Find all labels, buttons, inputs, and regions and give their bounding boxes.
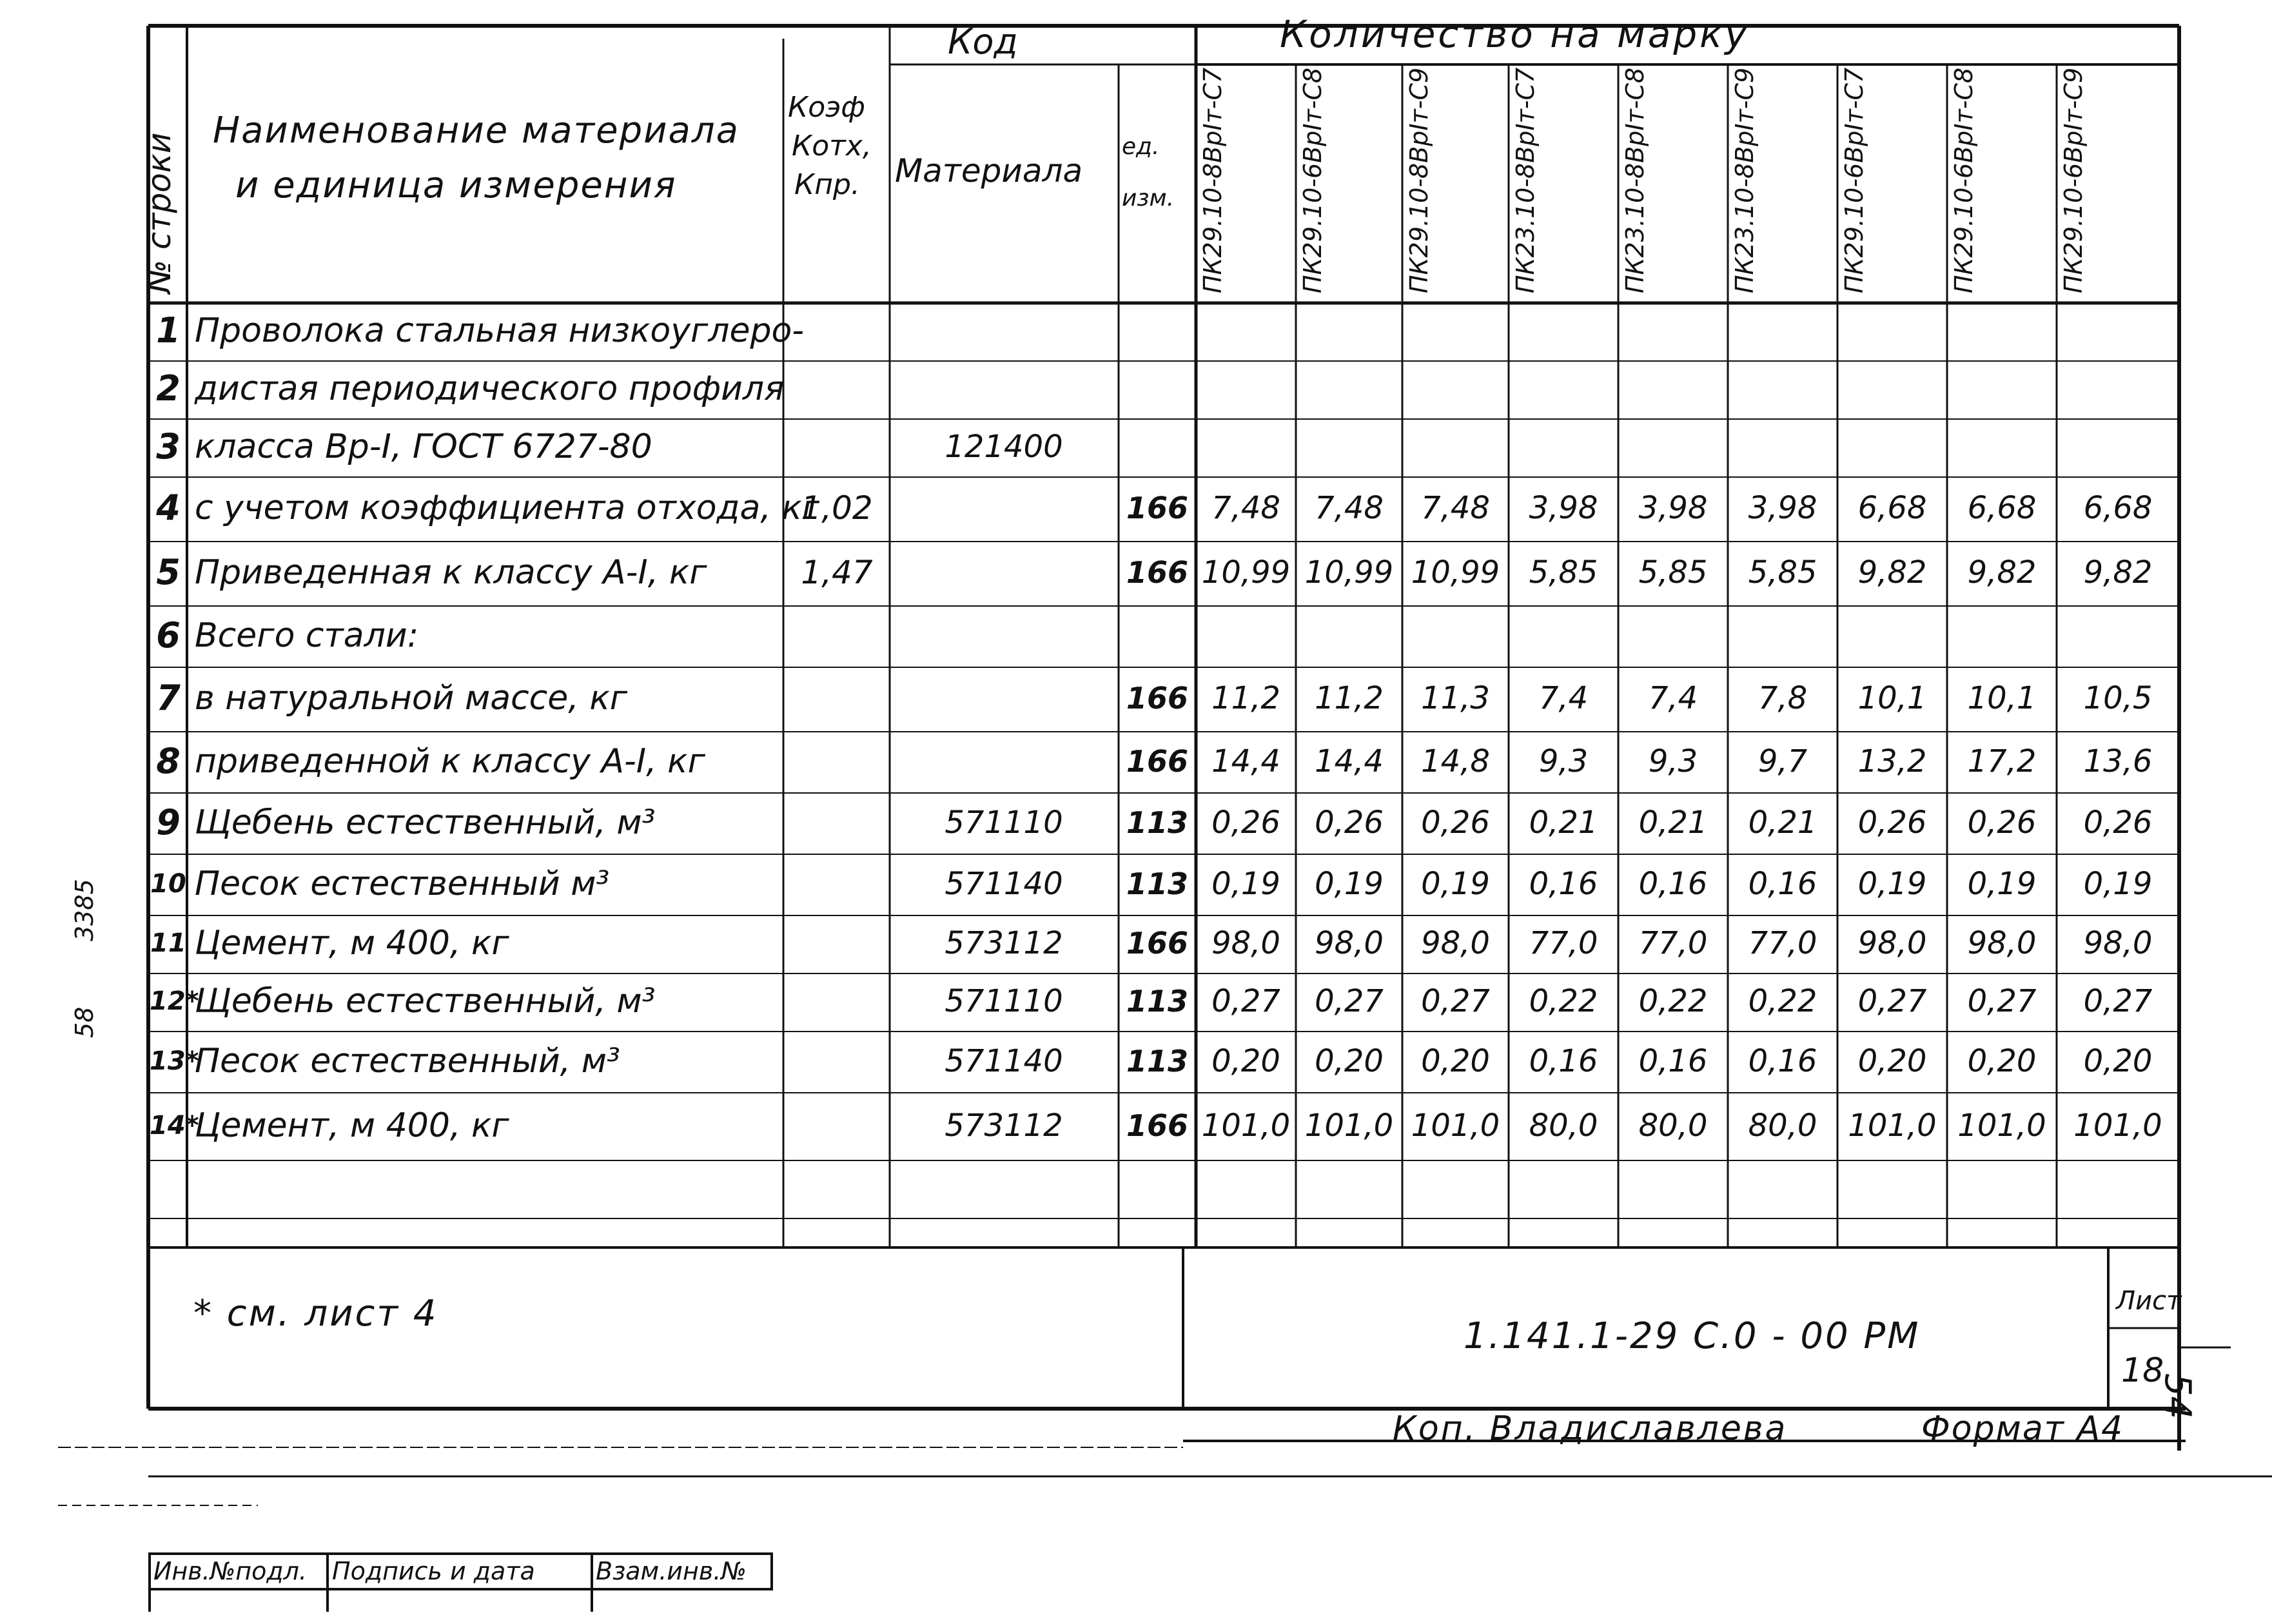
margin-mark: 3385 <box>70 879 99 941</box>
sheet-label: Лист <box>2116 1286 2182 1316</box>
quantity-cell: 5,85 <box>1748 554 1817 591</box>
quantity-cell: 80,0 <box>1529 1108 1598 1144</box>
mark-header: ПК29.10-6ВрIт-С7 <box>1840 67 1868 293</box>
page-number: 54 <box>2157 1373 2199 1420</box>
quantity-cell: 0,22 <box>1638 983 1708 1019</box>
header-name-line2: и единица измерения <box>235 164 677 206</box>
copied-by: Коп. Владиславлева <box>1393 1409 1788 1448</box>
material-name: Песок естественный, м³ <box>195 1042 620 1081</box>
unit-code: 166 <box>1126 491 1189 525</box>
quantity-cell: 10,1 <box>1967 680 2037 716</box>
material-name: Всего стали: <box>195 616 419 655</box>
header-quantity: Количество на марку <box>1280 12 1750 56</box>
quantity-cell: 101,0 <box>1304 1108 1394 1144</box>
header-unit-2: изм. <box>1122 185 1175 211</box>
quantity-cell: 17,2 <box>1967 743 2037 779</box>
material-name: приведенной к классу А-I, кг <box>195 742 705 781</box>
quantity-cell: 0,26 <box>1211 805 1280 841</box>
margin-mark: 58 <box>70 1006 99 1038</box>
row-number: 10 <box>150 869 186 899</box>
quantity-cell: 14,8 <box>1421 743 1490 779</box>
quantity-cell: 0,19 <box>1967 866 2037 902</box>
quantity-cell: 0,19 <box>2083 866 2153 902</box>
quantity-cell: 14,4 <box>1211 743 1280 779</box>
quantity-cell: 80,0 <box>1638 1108 1708 1144</box>
material-code: 571140 <box>945 1043 1063 1079</box>
quantity-cell: 9,3 <box>1648 743 1698 779</box>
material-name: Приведенная к классу А-I, кг <box>195 553 707 592</box>
header-coef-1: Коэф <box>788 91 865 124</box>
quantity-cell: 0,27 <box>1421 983 1490 1019</box>
footnote: * см. лист 4 <box>193 1293 438 1335</box>
quantity-cell: 98,0 <box>1421 925 1490 961</box>
mark-header: ПК29.10-6ВрIт-С9 <box>2059 67 2088 293</box>
quantity-cell: 7,8 <box>1758 680 1808 716</box>
quantity-cell: 5,85 <box>1638 554 1708 591</box>
quantity-cell: 101,0 <box>2073 1108 2162 1144</box>
quantity-cell: 10,99 <box>1201 554 1291 591</box>
quantity-cell: 0,16 <box>1748 866 1817 902</box>
material-name: в натуральной массе, кг <box>195 679 628 718</box>
quantity-cell: 98,0 <box>2083 925 2153 961</box>
stamp-replacement-inventory: Взам.инв.№ <box>596 1557 747 1585</box>
stamp-inventory-number: Инв.№подл. <box>153 1557 308 1585</box>
quantity-cell: 0,26 <box>1315 805 1384 841</box>
material-name: Проволока стальная низкоуглеро- <box>195 311 805 350</box>
quantity-cell: 3,98 <box>1529 490 1598 526</box>
document-code: 1.141.1-29 С.0 - 00 РМ <box>1464 1315 1921 1357</box>
paper-format: Формат А4 <box>1921 1409 2124 1448</box>
quantity-cell: 9,3 <box>1538 743 1589 779</box>
quantity-cell: 6,68 <box>1967 490 2037 526</box>
quantity-cell: 7,48 <box>1211 490 1280 526</box>
mark-header: ПК29.10-6ВрIт-С8 <box>1298 67 1327 293</box>
quantity-cell: 0,19 <box>1315 866 1384 902</box>
quantity-cell: 0,21 <box>1638 805 1708 841</box>
quantity-cell: 80,0 <box>1748 1108 1817 1144</box>
row-number: 9 <box>156 802 181 843</box>
row-number: 7 <box>156 678 181 718</box>
quantity-cell: 0,19 <box>1857 866 1927 902</box>
quantity-cell: 0,20 <box>1421 1043 1490 1079</box>
quantity-cell: 7,4 <box>1648 680 1698 716</box>
quantity-cell: 0,26 <box>2083 805 2153 841</box>
quantity-cell: 3,98 <box>1748 490 1817 526</box>
unit-code: 113 <box>1126 984 1189 1019</box>
quantity-cell: 0,16 <box>1638 866 1708 902</box>
header-name-line1: Наименование материала <box>213 110 739 152</box>
quantity-cell: 0,16 <box>1529 1043 1598 1079</box>
coefficient: 1,47 <box>801 554 873 591</box>
sheet-number: 18 <box>2121 1351 2164 1390</box>
quantity-cell: 9,82 <box>1857 554 1927 591</box>
mark-header: ПК23.10-8ВрIт-С7 <box>1511 67 1540 293</box>
quantity-cell: 98,0 <box>1857 925 1927 961</box>
mark-header: ПК29.10-6ВрIт-С8 <box>1950 67 1978 293</box>
stamp-signature-date: Подпись и дата <box>332 1557 535 1585</box>
material-code: 121400 <box>945 429 1063 465</box>
quantity-cell: 0,20 <box>2083 1043 2153 1079</box>
mark-header: ПК29.10-8ВрIт-С9 <box>1405 67 1433 293</box>
row-number: 8 <box>156 741 181 781</box>
quantity-cell: 98,0 <box>1211 925 1280 961</box>
header-row-number: № строки <box>141 132 178 293</box>
quantity-cell: 5,85 <box>1529 554 1598 591</box>
quantity-cell: 0,26 <box>1857 805 1927 841</box>
quantity-cell: 3,98 <box>1638 490 1708 526</box>
row-number: 13* <box>150 1046 199 1076</box>
coefficient: 1,02 <box>801 489 873 527</box>
unit-code: 166 <box>1126 744 1189 779</box>
quantity-cell: 6,68 <box>2083 490 2153 526</box>
quantity-cell: 0,16 <box>1748 1043 1817 1079</box>
quantity-cell: 98,0 <box>1967 925 2037 961</box>
quantity-cell: 0,16 <box>1529 866 1598 902</box>
quantity-cell: 9,82 <box>1967 554 2037 591</box>
row-number: 6 <box>156 615 181 656</box>
unit-code: 166 <box>1126 681 1189 716</box>
unit-code: 166 <box>1126 1108 1189 1143</box>
quantity-cell: 0,22 <box>1748 983 1817 1019</box>
row-number: 11 <box>150 928 186 958</box>
material-name: Щебень естественный, м³ <box>195 982 656 1021</box>
quantity-cell: 0,27 <box>1211 983 1280 1019</box>
quantity-cell: 0,19 <box>1211 866 1280 902</box>
quantity-cell: 101,0 <box>1201 1108 1291 1144</box>
row-number: 3 <box>156 426 181 467</box>
unit-code: 166 <box>1126 555 1189 590</box>
row-number: 1 <box>156 310 181 351</box>
header-coef-3: Кпр. <box>794 168 860 201</box>
mark-header: ПК23.10-8ВрIт-С9 <box>1730 67 1759 293</box>
header-material: Материала <box>895 152 1083 190</box>
mark-header: ПК29.10-8ВрIт-С7 <box>1199 67 1227 293</box>
quantity-cell: 0,20 <box>1211 1043 1280 1079</box>
quantity-cell: 9,82 <box>2083 554 2153 591</box>
row-number: 2 <box>156 368 181 409</box>
quantity-cell: 0,27 <box>1315 983 1384 1019</box>
material-name: Песок естественный м³ <box>195 865 610 903</box>
quantity-cell: 0,16 <box>1638 1043 1708 1079</box>
mark-header: ПК23.10-8ВрIт-С8 <box>1621 67 1649 293</box>
quantity-cell: 77,0 <box>1638 925 1708 961</box>
quantity-cell: 10,1 <box>1857 680 1927 716</box>
quantity-cell: 10,99 <box>1304 554 1394 591</box>
quantity-cell: 10,99 <box>1411 554 1500 591</box>
quantity-cell: 0,27 <box>1967 983 2037 1019</box>
material-name: Цемент, м 400, кг <box>195 924 509 963</box>
material-name: Цемент, м 400, кг <box>195 1106 509 1145</box>
material-code: 571140 <box>945 866 1063 902</box>
quantity-cell: 14,4 <box>1315 743 1384 779</box>
quantity-cell: 0,26 <box>1967 805 2037 841</box>
unit-code: 113 <box>1126 866 1189 901</box>
material-code: 573112 <box>945 1108 1063 1144</box>
quantity-cell: 7,48 <box>1421 490 1490 526</box>
quantity-cell: 77,0 <box>1529 925 1598 961</box>
quantity-cell: 7,48 <box>1315 490 1384 526</box>
material-code: 571110 <box>945 805 1063 841</box>
quantity-cell: 6,68 <box>1857 490 1927 526</box>
unit-code: 113 <box>1126 1044 1189 1079</box>
quantity-cell: 13,6 <box>2083 743 2153 779</box>
quantity-cell: 101,0 <box>1848 1108 1937 1144</box>
quantity-cell: 0,21 <box>1529 805 1598 841</box>
quantity-cell: 0,22 <box>1529 983 1598 1019</box>
material-code: 571110 <box>945 983 1063 1019</box>
quantity-cell: 0,26 <box>1421 805 1490 841</box>
header-kod: Код <box>948 21 1018 62</box>
header-coef-2: Котх, <box>792 130 872 162</box>
header-unit-1: ед. <box>1122 133 1160 160</box>
row-number: 5 <box>156 552 181 592</box>
material-name: Щебень естественный, м³ <box>195 803 656 842</box>
quantity-cell: 98,0 <box>1315 925 1384 961</box>
quantity-cell: 101,0 <box>1411 1108 1500 1144</box>
material-code: 573112 <box>945 925 1063 961</box>
quantity-cell: 10,5 <box>2083 680 2153 716</box>
quantity-cell: 7,4 <box>1538 680 1589 716</box>
row-number: 14* <box>150 1111 199 1140</box>
quantity-cell: 11,2 <box>1315 680 1384 716</box>
quantity-cell: 11,2 <box>1211 680 1280 716</box>
quantity-cell: 11,3 <box>1421 680 1490 716</box>
quantity-cell: 77,0 <box>1748 925 1817 961</box>
quantity-cell: 0,20 <box>1967 1043 2037 1079</box>
quantity-cell: 0,27 <box>2083 983 2153 1019</box>
material-name: дистая периодического профиля <box>195 369 785 408</box>
row-number: 4 <box>156 487 181 528</box>
quantity-cell: 13,2 <box>1857 743 1927 779</box>
unit-code: 113 <box>1126 805 1189 840</box>
material-name: с учетом коэффициента отхода, кг <box>195 489 820 527</box>
quantity-cell: 0,21 <box>1748 805 1817 841</box>
quantity-cell: 0,19 <box>1421 866 1490 902</box>
quantity-cell: 0,27 <box>1857 983 1927 1019</box>
material-name: класса Вр-I, ГОСТ 6727-80 <box>195 427 652 466</box>
quantity-cell: 9,7 <box>1758 743 1808 779</box>
unit-code: 166 <box>1126 926 1189 961</box>
row-number: 12* <box>150 986 199 1016</box>
quantity-cell: 0,20 <box>1315 1043 1384 1079</box>
quantity-cell: 101,0 <box>1957 1108 2046 1144</box>
quantity-cell: 0,20 <box>1857 1043 1927 1079</box>
